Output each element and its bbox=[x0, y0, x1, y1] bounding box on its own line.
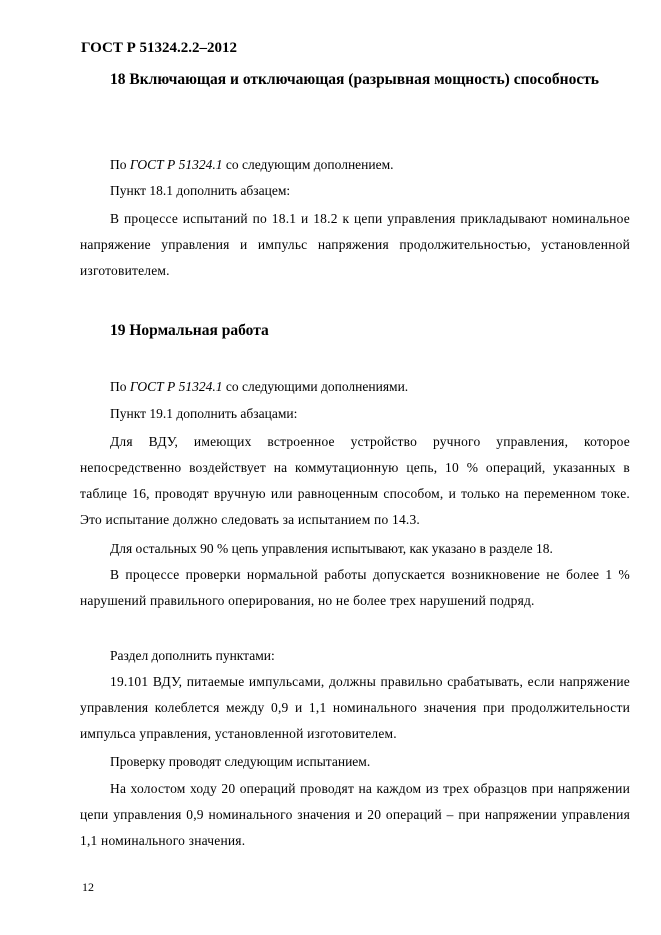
section-19-paragraph-3: Для ВДУ, имеющих встроенное устройство ручного управления, которое непосредственно воздействует на коммутационную цепь, 10 % операций, указанных в таблице 16, проводят вручную или равноценным способом, и только на переменном токе. Это испытание должно следовать за испытанием по 14.3. bbox=[80, 434, 630, 527]
section-19-paragraph-5: В процессе проверки нормальной работы допускается возникновение не более 1 % нарушений правильного оперирования, но не более трех нарушений подряд. bbox=[80, 567, 630, 608]
section-18-paragraph-2: Пункт 18.1 дополнить абзацем: bbox=[110, 183, 291, 198]
standard-reference: ГОСТ Р 51324.1 bbox=[129, 379, 223, 394]
section-19-paragraph-6: Раздел дополнить пунктами: bbox=[110, 648, 275, 663]
section-19-paragraph-7: 19.101 ВДУ, питаемые импульсами, должны правильно срабатывать, если напряжение управления колеблется между 0,9 и 1,1 номинального значения при продолжительности импульса управления, установленной изготовителем. bbox=[80, 674, 630, 741]
section-19-heading: 19 Нормальная работа bbox=[110, 322, 269, 339]
section-19-paragraph-4: Для остальных 90 % цепь управления испытывают, как указано в разделе 18. bbox=[110, 541, 553, 556]
section-18-paragraph-3: В процессе испытаний по 18.1 и 18.2 к цепи управления прикладывают номинальное напряжение управления и импульс напряжения продолжительностью, установленной изготовителем. bbox=[80, 211, 630, 278]
section-19-paragraph-9: На холостом ходу 20 операций проводят на каждом из трех образцов при напряжении цепи управления 0,9 номинального значения и 20 операций – при напряжении управления 1,1 номинального значения. bbox=[80, 781, 630, 848]
standard-reference: ГОСТ Р 51324.1 bbox=[129, 157, 223, 172]
section-18-paragraph-1: По ГОСТ Р 51324.1 со следующим дополнением. bbox=[110, 157, 394, 172]
section-19-paragraph-2: Пункт 19.1 дополнить абзацами: bbox=[110, 406, 298, 421]
section-19-paragraph-1: По ГОСТ Р 51324.1 со следующими дополнениями. bbox=[110, 379, 409, 394]
page-number: 12 bbox=[82, 880, 94, 894]
section-18-heading: 18 Включающая и отключающая (разрывная мощность) способность bbox=[110, 71, 600, 88]
section-19-paragraph-8: Проверку проводят следующим испытанием. bbox=[110, 754, 371, 769]
document-header: ГОСТ Р 51324.2.2–2012 bbox=[81, 40, 238, 56]
